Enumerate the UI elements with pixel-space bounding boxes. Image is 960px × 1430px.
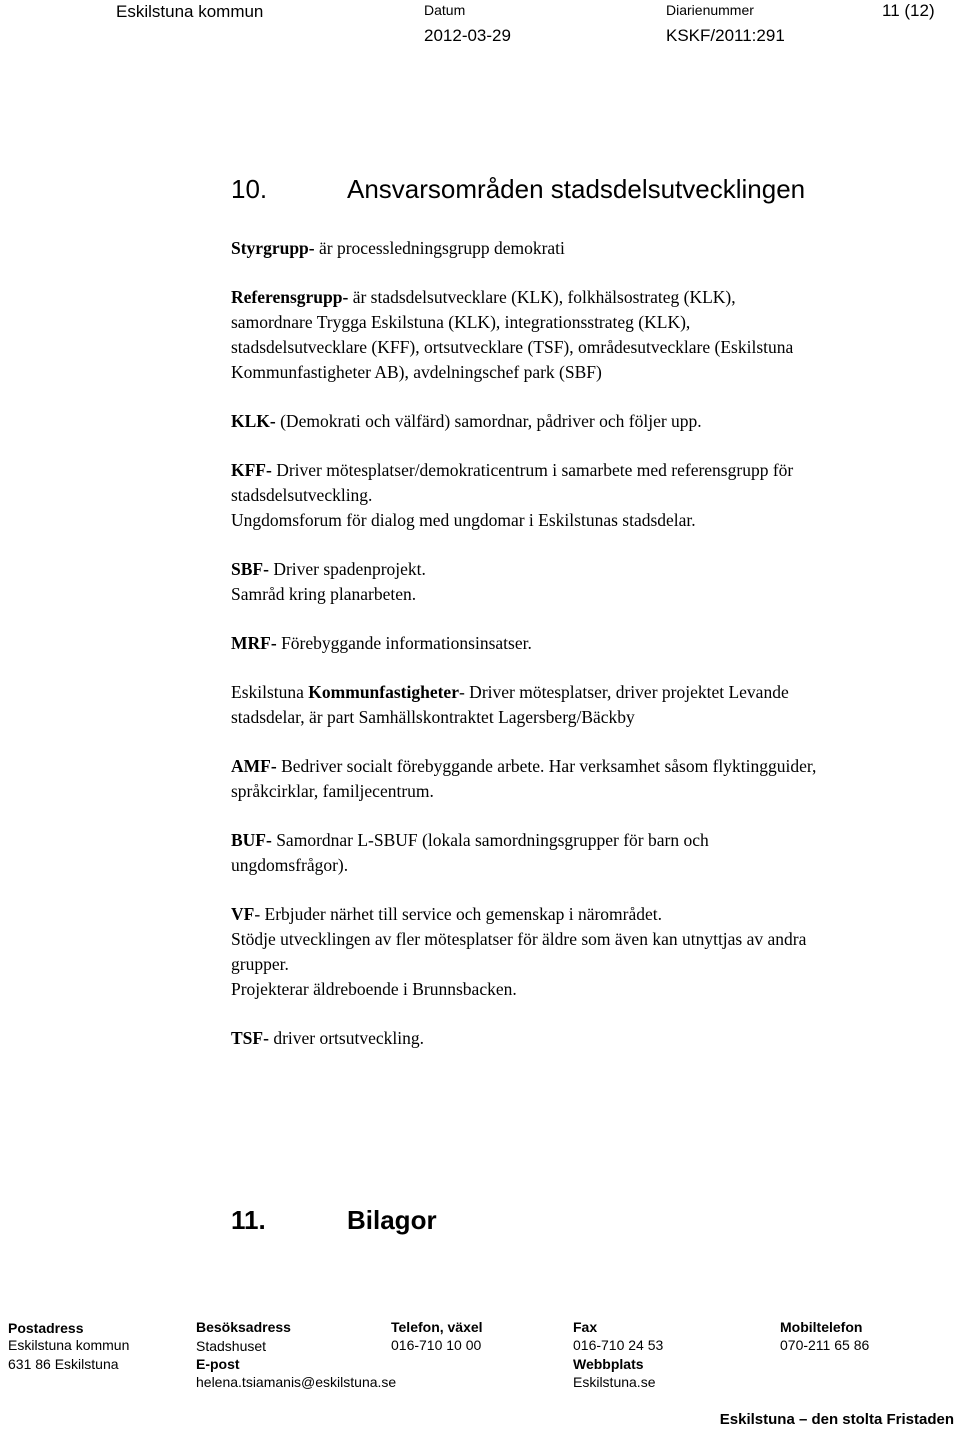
footer-webb-label: Webbplats bbox=[573, 1356, 644, 1372]
section-11-number: 11. bbox=[231, 1205, 266, 1235]
kff-line-3: Ungdomsforum för dialog med ungdomar i Eskilstunas stadsdelar. bbox=[231, 510, 696, 530]
sbf-label: SBF- bbox=[231, 559, 269, 579]
footer-besok-line-1: Stadshuset bbox=[196, 1338, 267, 1354]
amf-label: AMF- bbox=[231, 756, 277, 776]
referensgrupp-line-3: stadsdelsutvecklare (KFF), ortsutvecklare (TSF), områdesutvecklare (Eskilstuna bbox=[231, 337, 794, 357]
section-10-number: 10. bbox=[231, 174, 268, 204]
footer-postadress-line-1: Eskilstuna kommun bbox=[8, 1337, 130, 1353]
section-11-title: Bilagor bbox=[347, 1205, 437, 1235]
styrgrupp-label: Styrgrupp- bbox=[231, 238, 315, 258]
paragraph-styrgrupp bbox=[231, 236, 956, 261]
footer-telefon: 016-710 10 00 bbox=[391, 1337, 482, 1353]
paragraph-kff bbox=[231, 458, 956, 533]
mrf-label: MRF- bbox=[231, 633, 277, 653]
mrf-text: Förebyggande informationsinsatser. bbox=[276, 633, 532, 653]
klk-text: (Demokrati och välfärd) samordnar, pådriver och följer upp. bbox=[275, 411, 702, 431]
footer-mobil-label: Mobiltelefon bbox=[780, 1319, 863, 1335]
kff-line-1: Driver mötesplatser/demokraticentrum i samarbete med referensgrupp för bbox=[271, 460, 794, 480]
ekf-label-bold: Kommunfastigheter bbox=[308, 682, 459, 702]
tsf-text: driver ortsutveckling. bbox=[268, 1028, 424, 1048]
header-org: Eskilstuna kommun bbox=[116, 2, 264, 21]
footer-mobil: 070-211 65 86 bbox=[780, 1337, 870, 1353]
footer-fax-label: Fax bbox=[573, 1319, 598, 1335]
amf-line-1: Bedriver socialt förebyggande arbete. Har verksamhet såsom flyktingguider, bbox=[276, 756, 817, 776]
paragraph-klk bbox=[231, 409, 956, 434]
referensgrupp-line-4: Kommunfastigheter AB), avdelningschef park (SBF) bbox=[231, 362, 602, 382]
header-date-label: Datum bbox=[424, 2, 466, 18]
footer-epost[interactable]: helena.tsiamanis@eskilstuna.se bbox=[196, 1374, 397, 1390]
amf-line-2: språkcirklar, familjecentrum. bbox=[231, 781, 434, 801]
sbf-line-2: Samråd kring planarbeten. bbox=[231, 584, 417, 604]
kff-line-2: stadsdelsutveckling. bbox=[231, 485, 373, 505]
paragraph-sbf bbox=[231, 557, 956, 607]
paragraph-tsf bbox=[231, 1026, 956, 1051]
styrgrupp-text: är processledningsgrupp demokrati bbox=[314, 238, 565, 258]
section-10-title: Ansvarsområden stadsdelsutvecklingen bbox=[347, 174, 806, 204]
paragraph-amf bbox=[231, 754, 956, 804]
footer-besok-label: Besöksadress bbox=[196, 1319, 291, 1335]
header-page-number: 11 (12) bbox=[882, 1, 935, 20]
ekf-line-2: stadsdelar, är part Samhällskontraktet Lagersberg/Bäckby bbox=[231, 707, 635, 727]
footer-webb[interactable]: Eskilstuna.se bbox=[573, 1374, 656, 1390]
buf-line-1: Samordnar L-SBUF (lokala samordningsgrupper för barn och bbox=[271, 830, 709, 850]
paragraph-referensgrupp bbox=[231, 285, 956, 385]
paragraph-buf bbox=[231, 828, 956, 878]
buf-line-2: ungdomsfrågor). bbox=[231, 855, 349, 875]
vf-line-1: - Erbjuder närhet till service och gemenskap i närområdet. bbox=[254, 904, 663, 924]
buf-label: BUF- bbox=[231, 830, 272, 850]
footer-motto: Eskilstuna – den stolta Fristaden bbox=[719, 1411, 954, 1428]
ekf-line-1: - Driver mötesplatser, driver projektet Levande bbox=[458, 682, 789, 702]
header-date: 2012-03-29 bbox=[424, 26, 511, 45]
klk-label: KLK- bbox=[231, 411, 276, 431]
header-diarienummer: KSKF/2011:291 bbox=[666, 26, 785, 45]
vf-line-4: Projekterar äldreboende i Brunnsbacken. bbox=[231, 979, 517, 999]
referensgrupp-line-1: är stadsdelsutvecklare (KLK), folkhälsostrateg (KLK), bbox=[348, 287, 736, 307]
footer-epost-label: E-post bbox=[196, 1356, 240, 1372]
footer-fax: 016-710 24 53 bbox=[573, 1337, 664, 1353]
paragraph-mrf bbox=[231, 631, 956, 656]
header-diarienummer-label: Diarienummer bbox=[666, 2, 754, 18]
footer-postadress-label: Postadress bbox=[8, 1320, 84, 1336]
referensgrupp-line-2: samordnare Trygga Eskilstuna (KLK), integrationsstrateg (KLK), bbox=[231, 312, 691, 332]
vf-label: VF bbox=[231, 904, 255, 924]
sbf-line-1: Driver spadenprojekt. bbox=[268, 559, 426, 579]
footer-postadress-line-2: 631 86 Eskilstuna bbox=[8, 1356, 119, 1372]
paragraph-eskilstuna-kommunfastigheter bbox=[231, 680, 956, 730]
vf-line-3: grupper. bbox=[231, 954, 289, 974]
vf-line-2: Stödje utvecklingen av fler mötesplatser för äldre som även kan utnyttjas av andra bbox=[231, 929, 807, 949]
kff-label: KFF- bbox=[231, 460, 272, 480]
referensgrupp-label: Referensgrupp- bbox=[231, 287, 349, 307]
ekf-label-normal: Eskilstuna bbox=[231, 682, 309, 702]
tsf-label: TSF- bbox=[231, 1028, 269, 1048]
footer-telefon-label: Telefon, växel bbox=[391, 1319, 483, 1335]
paragraph-vf bbox=[231, 902, 956, 1002]
section-10-body bbox=[231, 236, 956, 1051]
